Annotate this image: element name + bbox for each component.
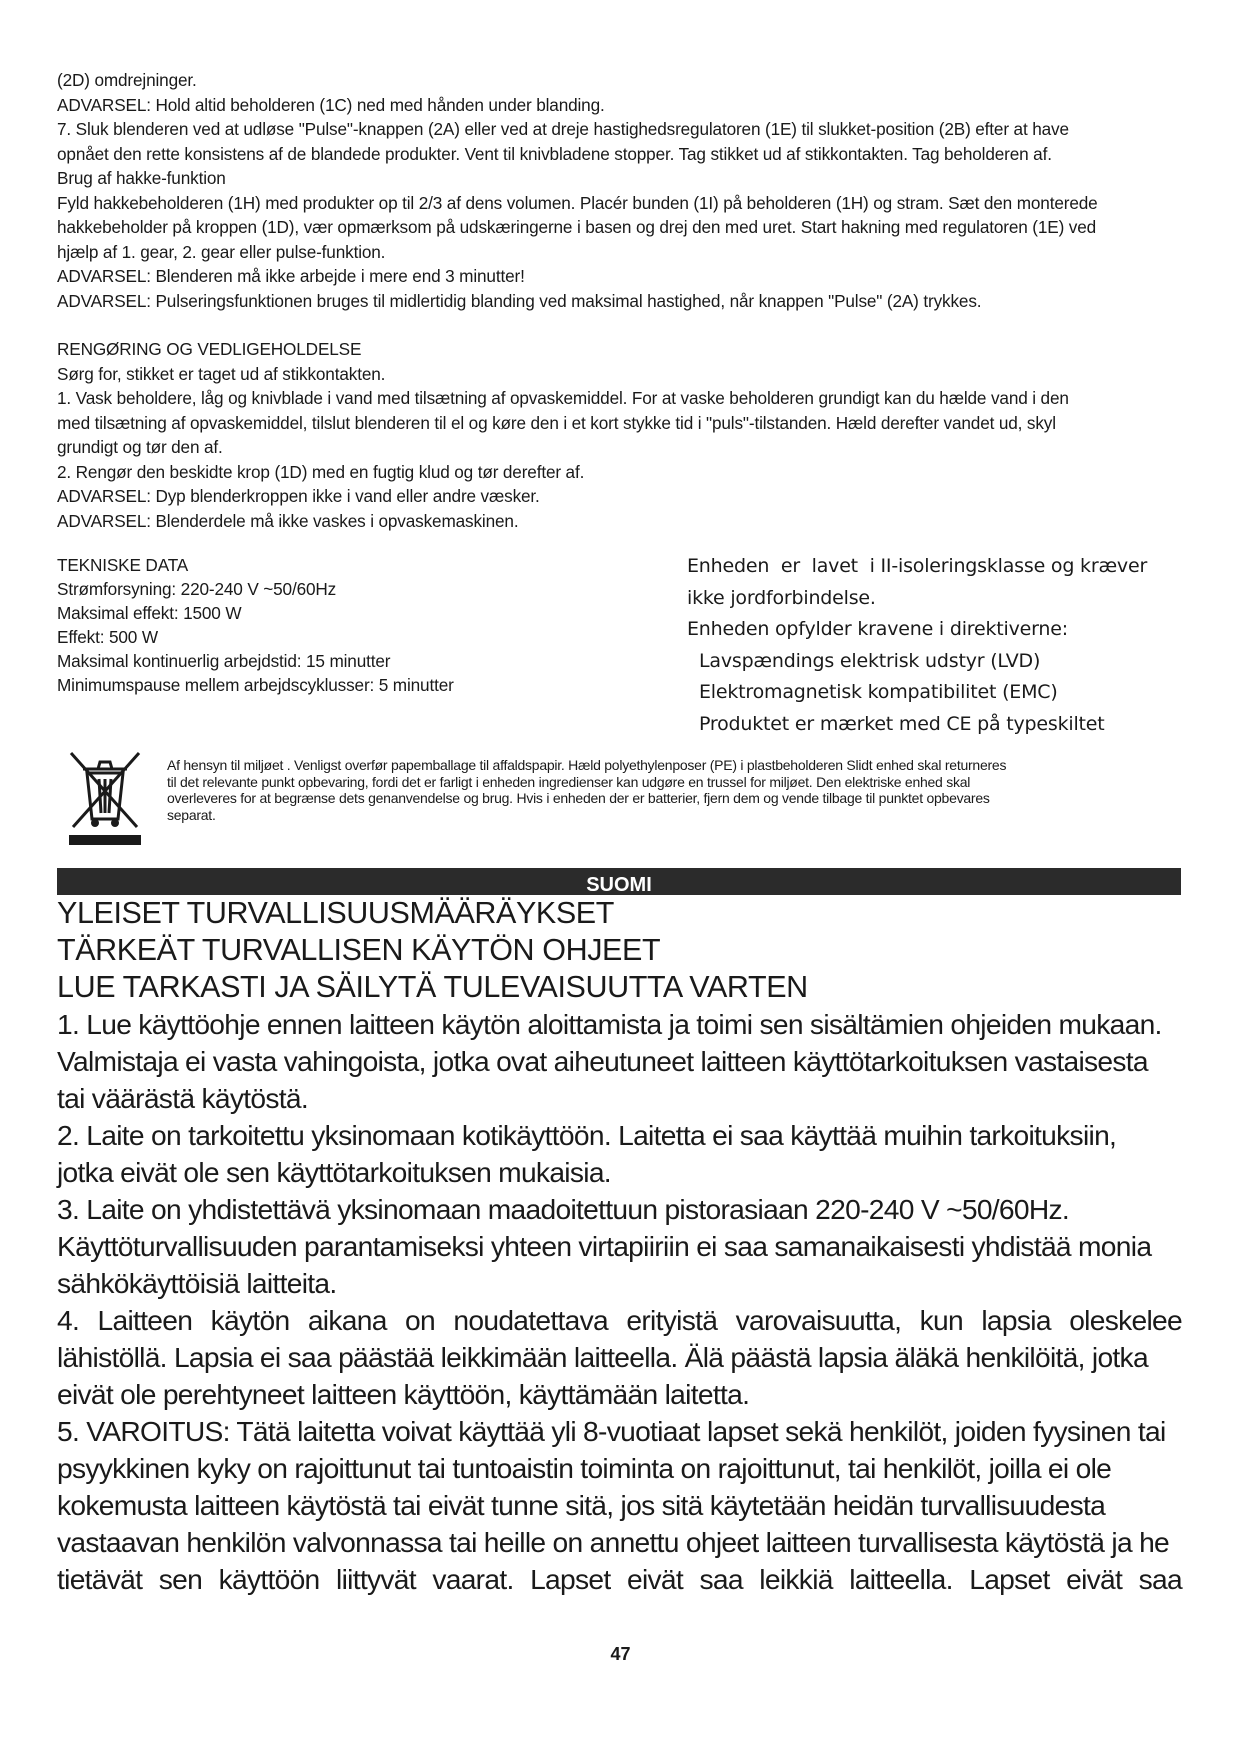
technical-data <box>57 553 617 697</box>
page-number: 47 <box>610 1644 631 1664</box>
heading-line: YLEISET TURVALLISUUSMÄÄRÄYKSET <box>57 896 614 930</box>
text-line: overleveres for at begrænse dets genanvendelse og brug. Hvis i enheden der er batterier, fjern dem og vende tilbage til punktet opbevares <box>167 790 990 806</box>
manual-page <box>57 68 1182 1598</box>
text-line: vastaavan henkilön valvonnassa tai heille on annettu ohjeet laitteen turvallisesta käytöstä ja he <box>57 1526 1170 1558</box>
text-line: hakkebeholder på kroppen (1D), vær opmærksom på udskæringerne i basen og drej den med uret. Start hakning med regulatoren (1E) ved <box>57 217 1097 237</box>
text-line: 1. Vask beholdere, låg og knivblade i vand med tilsætning af opvaskemiddel. For at vaske beholderen grundigt kan du hælde vand i den <box>57 388 1069 408</box>
section-heading: RENGØRING OG VEDLIGEHOLDELSE <box>57 339 362 359</box>
text-line: 5. VAROITUS: Tätä laitetta voivat käyttää yli 8-vuotiaat lapset sekä henkilöt, joiden fyysinen tai <box>57 1415 1166 1447</box>
spec-line: Maksimal kontinuerlig arbejdstid: 15 minutter <box>57 651 391 671</box>
text-line: lähistöllä. Lapsia ei saa päästää leikkimään laitteella. Älä päästä lapsia äläkä henkilöitä, jotka <box>57 1341 1148 1373</box>
directive-item: Lavspændings elektrisk udstyr (LVD) <box>699 649 1041 672</box>
text-line: 2. Laite on tarkoitettu yksinomaan kotikäyttöön. Laitetta ei saa käyttää muihin tarkoituksiin, <box>57 1119 1117 1151</box>
text-line: eivät ole perehtyneet laitteen käyttöön, käyttämään laitetta. <box>57 1378 750 1410</box>
compliance-info <box>687 551 1187 740</box>
text-line: 7. Sluk blenderen ved at udløse "Pulse"-knappen (2A) eller ved at dreje hastighedsregulatoren (1E) til slukket-position (2B) efter at have <box>57 119 1069 139</box>
spec-line: Strømforsyning: 220-240 V ~50/60Hz <box>57 579 337 599</box>
text-line: ADVARSEL: Blenderen må ikke arbejde i mere end 3 minutter! <box>57 266 525 286</box>
text-line: Käyttöturvallisuuden parantamiseksi yhteen virtapiiriin ei saa samanaikaisesti yhdistää monia <box>57 1230 1152 1262</box>
directive-item: Elektromagnetisk kompatibilitet (EMC) <box>699 681 1058 703</box>
directive-item: Produktet er mærket med CE på typeskiltet <box>699 712 1105 735</box>
spec-line: Effekt: 500 W <box>57 627 158 647</box>
weee-notice <box>57 749 1182 857</box>
danish-operation-section <box>57 68 1182 313</box>
text-line: Enheden opfylder kravene i direktiverne: <box>687 618 1068 640</box>
text-line: separat. <box>167 806 216 823</box>
text-line: ADVARSEL: Dyp blenderkroppen ikke i vand eller andre væsker. <box>57 486 540 506</box>
text-line: til det relevante punkt opbevaring, fordi det er farligt i enheden ingredienser kan udgøre en trussel for miljøet. Den elektriske enhed skal <box>167 773 971 790</box>
finnish-headings <box>57 895 1182 1006</box>
text-line: Sørg for, stikket er taget ud af stikkontakten. <box>57 363 386 384</box>
text-line: ADVARSEL: Hold altid beholderen (1C) ned med hånden under blanding. <box>57 94 605 115</box>
spec-line: Minimumspause mellem arbejdscyklusser: 5 minutter <box>57 675 454 695</box>
text-line: ADVARSEL: Pulseringsfunktionen bruges til midlertidig blanding ved maksimal hastighed, når knappen "Pulse" (2A) trykkes. <box>57 290 982 311</box>
section-heading: TEKNISKE DATA <box>57 555 189 575</box>
text-line: tietävät sen käyttöön liittyvät vaarat. Lapset eivät saa leikkiä laitteella. Lapset eivät saa <box>57 1563 1182 1595</box>
text-line: Enheden er lavet i II-isoleringsklasse og kræver <box>687 555 1148 577</box>
text-line: 3. Laite on yhdistettävä yksinomaan maadoitettuun pistorasiaan 220-240 V ~50/60Hz. <box>57 1193 1070 1225</box>
specs-row <box>57 553 1182 737</box>
text-line: Valmistaja ei vasta vahingoista, jotka ovat aiheutuneet laitteen käyttötarkoituksen vastaisesta <box>57 1045 1148 1077</box>
heading-line: LUE TARKASTI JA SÄILYTÄ TULEVAISUUTTA VARTEN <box>57 970 808 1004</box>
heading-line: TÄRKEÄT TURVALLISEN KÄYTÖN OHJEET <box>57 933 661 967</box>
language-banner: SUOMI <box>57 868 1181 895</box>
text-line: hjælp af 1. gear, 2. gear eller pulse-funktion. <box>57 241 386 262</box>
weee-text <box>167 757 1172 823</box>
finnish-safety-text <box>57 1006 1182 1598</box>
text-line: 4. Laitteen käytön aikana on noudatettava erityistä varovaisuutta, kun lapsia oleskelee <box>57 1304 1182 1336</box>
text-line: tai väärästä käytöstä. <box>57 1082 308 1114</box>
danish-cleaning-section <box>57 337 1182 533</box>
text-line: grundigt og tør den af. <box>57 437 223 457</box>
text-line: psyykkinen kyky on rajoittunut tai tuntoaistin toiminta on rajoittunut, tai henkilöt, joilla ei ole <box>57 1452 1112 1484</box>
text-line: med tilsætning af opvaskemiddel, tilslut blenderen til el og køre den i et kort stykke tid i "puls"-tilstanden. Hæld derefter vandet ud, skyl <box>57 412 1056 433</box>
text-line: kokemusta laitteen käytöstä tai eivät tunne sitä, jos sitä käytetään heidän turvallisuudesta <box>57 1489 1106 1521</box>
crossed-bin-icon <box>65 747 145 851</box>
spec-line: Maksimal effekt: 1500 W <box>57 603 242 623</box>
text-line: Fyld hakkebeholderen (1H) med produkter op til 2/3 af dens volumen. Placér bunden (1I) på beholderen (1H) og stram. Sæt den monterede <box>57 192 1098 213</box>
text-line: 1. Lue käyttöohje ennen laitteen käytön aloittamista ja toimi sen sisältämien ohjeiden mukaan. <box>57 1008 1162 1040</box>
text-line: jotka eivät ole sen käyttötarkoituksen mukaisia. <box>57 1156 611 1188</box>
text-line: ikke jordforbindelse. <box>687 586 876 609</box>
text-line: Af hensyn til miljøet . Venligst overfør papemballage til affaldspapir. Hæld polyethylenposer (PE) i plastbeholderen Slidt enhed skal returneres <box>167 757 1007 773</box>
text-line: 2. Rengør den beskidte krop (1D) med en fugtig klud og tør derefter af. <box>57 461 585 482</box>
text-line: opnået den rette konsistens af de blandede produkter. Vent til knivbladene stopper. Tag stikket ud af stikkontakten. Tag beholderen af. <box>57 143 1052 164</box>
text-line: ADVARSEL: Blenderdele må ikke vaskes i opvaskemaskinen. <box>57 510 519 531</box>
text-line: sähkökäyttöisiä laitteita. <box>57 1267 337 1299</box>
text-line: Brug af hakke-funktion <box>57 168 226 188</box>
text-line: (2D) omdrejninger. <box>57 70 197 90</box>
